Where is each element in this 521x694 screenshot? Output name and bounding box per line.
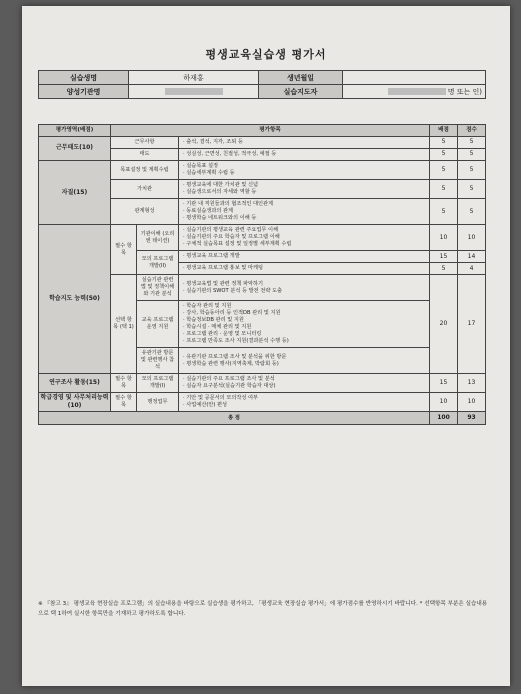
training-org-value bbox=[129, 85, 259, 99]
subitem-cell: 기관이해 (오리엔 테이션) bbox=[137, 225, 179, 251]
category-cell: 학습지도 능력(50) bbox=[39, 225, 111, 374]
category-cell: 근무태도(10) bbox=[39, 137, 111, 161]
group-cell: 선택 항목 (택 1) bbox=[111, 275, 137, 374]
item-text: · 출석, 결석, 지각, 조퇴 등 bbox=[183, 139, 243, 145]
item-text: · 실습목표 설정 bbox=[183, 163, 219, 170]
score-cell: 17 bbox=[458, 275, 486, 374]
item-text: · 사업예산(안) 편성 bbox=[183, 402, 228, 409]
score-cell: 5 bbox=[458, 180, 486, 199]
allot-cell: 20 bbox=[430, 275, 458, 374]
allot-cell: 5 bbox=[430, 263, 458, 275]
item-text: · 기안 및 공문서의 모의작성 여부 bbox=[183, 395, 259, 402]
allot-cell: 5 bbox=[430, 180, 458, 199]
signature-suffix: 명 또는 인) bbox=[447, 87, 482, 96]
supervisor-value bbox=[343, 85, 486, 99]
items-cell bbox=[179, 275, 430, 301]
items-cell bbox=[179, 374, 430, 393]
subitem-cell: 유관기관 방문 및 관련행사 참석 bbox=[137, 348, 179, 374]
item-text: · 평생학습 관련 행사(지역축제, 박람회 등) bbox=[183, 360, 279, 367]
score-cell: 10 bbox=[458, 393, 486, 412]
subitem-cell: 행정업무 bbox=[137, 393, 179, 412]
items-cell bbox=[179, 348, 430, 374]
item-text: · 구체적 실습목표 설정 및 일정별 세부계획 수립 bbox=[183, 241, 292, 248]
item-text: · 실습자 요구분석(실습기관 학습자 대상) bbox=[183, 383, 276, 390]
score-cell: 5 bbox=[458, 161, 486, 180]
allot-cell: 15 bbox=[430, 374, 458, 393]
item-text: · 평생학습 네트워크와의 이해 등 bbox=[183, 215, 257, 222]
table-row bbox=[39, 393, 486, 412]
category-cell: 학급경영 및 사무처리능력(10) bbox=[39, 393, 111, 412]
score-cell: 14 bbox=[458, 251, 486, 263]
subitem-cell: 목표설정 및 계획수립 bbox=[111, 161, 179, 180]
allot-cell: 5 bbox=[430, 149, 458, 161]
items-cell bbox=[179, 263, 430, 275]
subitem-cell: 관계형성 bbox=[111, 199, 179, 225]
items-cell bbox=[179, 180, 430, 199]
training-org-label: 양성기관명 bbox=[39, 85, 129, 99]
table-row bbox=[39, 137, 486, 149]
subitem-cell: 교육 프로그램 운영 지원 bbox=[137, 301, 179, 348]
header-items: 평가항목 bbox=[111, 125, 430, 137]
items-cell bbox=[179, 149, 430, 161]
footnote: ※ 『참고 3』 평생교육 현장실습 프로그램」의 실습내용을 바탕으로 실습생을 평가하고, 「평생교육 현장실습 평가서」에 평가점수를 반영하시기 바랍니다. * 선택항목 부분은 실습내용으로 택 1하여 실시한 항목만을 기재하고 평가하도록 합니다. bbox=[38, 601, 488, 617]
items-cell bbox=[179, 199, 430, 225]
group-cell: 필수 항목 bbox=[111, 374, 137, 393]
item-text: · 평생교육 프로그램 개발 bbox=[183, 253, 240, 260]
item-text: · 유관기관 프로그램 조사 및 분석을 위한 방문 bbox=[183, 353, 287, 360]
group-cell: 필수 항목 bbox=[111, 225, 137, 275]
evaluation-sheet bbox=[22, 6, 510, 686]
header-allot: 배점 bbox=[430, 125, 458, 137]
item-text: · 학습자 관리 및 지원 bbox=[183, 303, 232, 310]
total-score: 93 bbox=[458, 412, 486, 425]
subitem-cell: 실습기관 관련 법 및 정책이해와 기관 분석 bbox=[137, 275, 179, 301]
items-cell bbox=[179, 137, 430, 149]
item-text: · 프로그램 관리 · 운영 및 모니터링 bbox=[183, 331, 262, 338]
subitem-cell: 근무사항 bbox=[111, 137, 179, 149]
student-name-label: 실습생명 bbox=[39, 71, 129, 85]
item-text: · 실습기관의 평생교육 관련 주요업무 이해 bbox=[183, 227, 279, 234]
subitem-cell: 모의 프로그램 개발(II) bbox=[137, 251, 179, 275]
allot-cell: 15 bbox=[430, 251, 458, 263]
item-text: · 실습세부계획 수립 등 bbox=[183, 170, 235, 177]
subitem-cell: 모의 프로그램 개발(I) bbox=[137, 374, 179, 393]
item-text: · 실습기관의 주요 학습자 및 프로그램 이해 bbox=[183, 234, 280, 241]
item-text: · 평생교육 프로그램 홍보 및 마케팅 bbox=[183, 265, 264, 272]
birth-date-value bbox=[343, 71, 486, 85]
header-area: 평가영역(배점) bbox=[39, 125, 111, 137]
item-text: · 학습정보DB 관리 및 지원 bbox=[183, 317, 244, 324]
allot-cell: 5 bbox=[430, 199, 458, 225]
total-label: 총 점 bbox=[39, 412, 430, 425]
item-text: · 프로그램 만족도 조사 지원(결과분석 수행 등) bbox=[183, 338, 289, 345]
item-text: · 실습기관의 주요 프로그램 조사 및 분석 bbox=[183, 376, 275, 383]
evaluation-table bbox=[38, 124, 486, 425]
item-text: · 강사, 학습동아리 등 인적DB 관리 및 지원 bbox=[183, 310, 281, 317]
items-cell bbox=[179, 161, 430, 180]
score-cell: 10 bbox=[458, 225, 486, 251]
subitem-cell: 가치관 bbox=[111, 180, 179, 199]
items-cell bbox=[179, 251, 430, 263]
birth-date-label: 생년월일 bbox=[259, 71, 343, 85]
category-cell: 자질(15) bbox=[39, 161, 111, 225]
redacted-block bbox=[165, 88, 223, 95]
table-row bbox=[39, 225, 486, 251]
item-text: · 평생교육에 대한 가치관 및 신념 bbox=[183, 182, 259, 189]
allot-cell: 10 bbox=[430, 225, 458, 251]
item-text: · 실습생으로서의 자세와 역할 등 bbox=[183, 189, 257, 196]
item-text: · 기관 내 직원들과의 협조적인 대인관계 bbox=[183, 201, 274, 208]
allot-cell: 5 bbox=[430, 161, 458, 180]
items-cell bbox=[179, 301, 430, 348]
group-cell: 필수 항목 bbox=[111, 393, 137, 412]
total-row bbox=[39, 412, 486, 425]
table-row bbox=[39, 161, 486, 180]
score-cell: 13 bbox=[458, 374, 486, 393]
item-text: · 평생교육법 및 관련 정책 파악하기 bbox=[183, 280, 264, 287]
info-table bbox=[38, 70, 486, 99]
supervisor-label: 실습지도자 bbox=[259, 85, 343, 99]
total-allot: 100 bbox=[430, 412, 458, 425]
subitem-cell: 태도 bbox=[111, 149, 179, 161]
items-cell bbox=[179, 225, 430, 251]
item-text: · 동료실습생과의 관계 bbox=[183, 208, 234, 215]
allot-cell: 5 bbox=[430, 137, 458, 149]
allot-cell: 10 bbox=[430, 393, 458, 412]
item-text: · 성실성, 근면성, 친절성, 적극성, 예절 등 bbox=[183, 151, 277, 158]
items-cell bbox=[179, 393, 430, 412]
student-name-value: 하재홍 bbox=[129, 71, 259, 85]
redacted-block bbox=[388, 88, 446, 95]
score-cell: 4 bbox=[458, 263, 486, 275]
header-score: 점수 bbox=[458, 125, 486, 137]
category-cell: 연구조사 활동(15) bbox=[39, 374, 111, 393]
table-row bbox=[39, 374, 486, 393]
score-cell: 5 bbox=[458, 199, 486, 225]
score-cell: 5 bbox=[458, 137, 486, 149]
score-cell: 5 bbox=[458, 149, 486, 161]
item-text: · 실습기관의 SWOT 분석 등 발전 전략 도출 bbox=[183, 287, 283, 294]
page-title: 평생교육실습생 평가서 bbox=[205, 48, 327, 61]
item-text: · 학습시설 · 매체 관리 및 지원 bbox=[183, 324, 252, 331]
